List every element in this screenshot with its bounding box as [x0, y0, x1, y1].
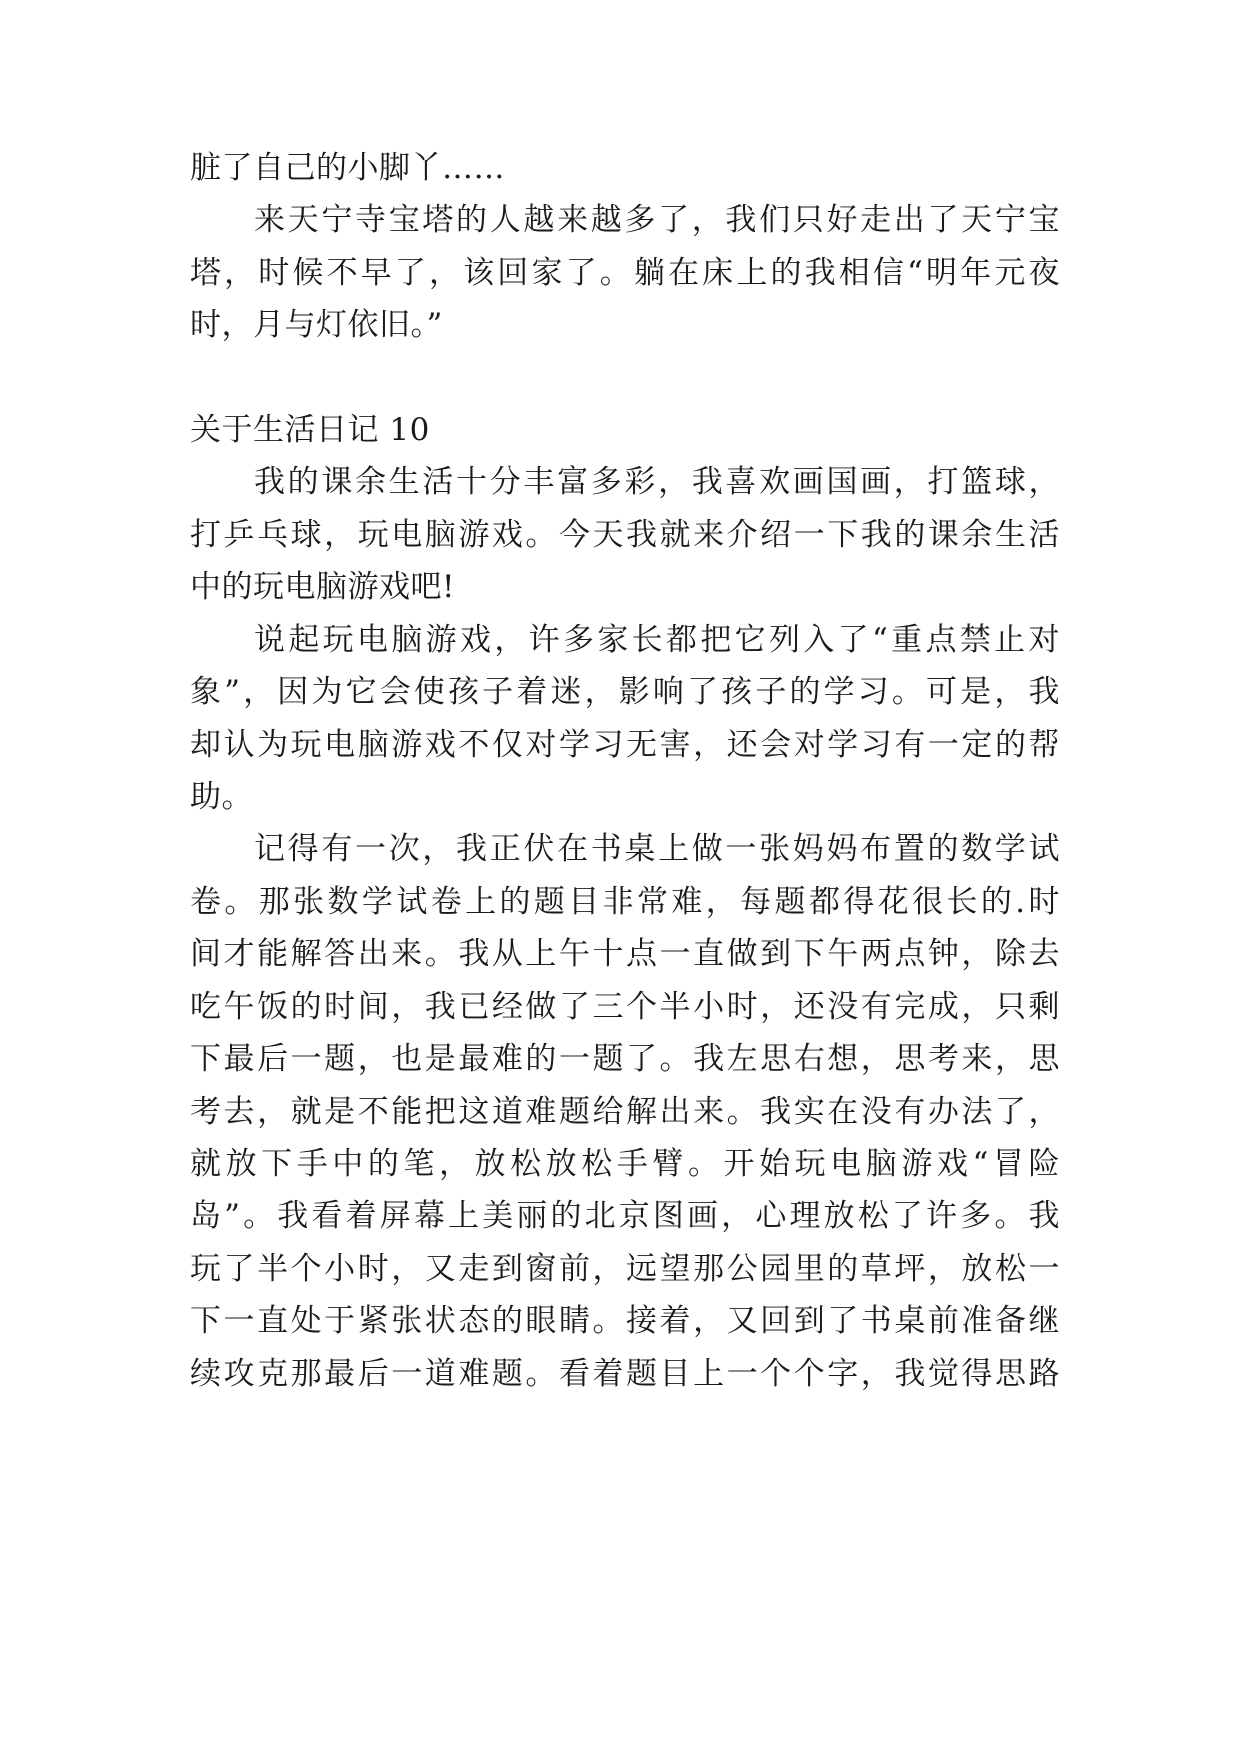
text-line: 却认为玩电脑游戏不仅对学习无害，还会对学习有一定的帮 [190, 727, 1060, 763]
text-line: 就放下手中的笔，放松放松手臂。开始玩电脑游戏“冒险 [190, 1146, 1060, 1182]
text-line: 考去，就是不能把这道难题给解出来。我实在没有办法了， [190, 1094, 1060, 1130]
text-line: 卷。那张数学试卷上的题目非常难，每题都得花很长的.时 [190, 884, 1060, 920]
paragraph-start-line: 来天宁寺宝塔的人越来越多了，我们只好走出了天宁宝 [254, 202, 1060, 238]
paragraph-start-line: 说起玩电脑游戏，许多家长都把它列入了“重点禁止对 [254, 622, 1060, 658]
text-line: 象”，因为它会使孩子着迷，影响了孩子的学习。可是，我 [190, 674, 1060, 710]
text-line: 岛”。我看着屏幕上美丽的北京图画，心理放松了许多。我 [190, 1198, 1060, 1234]
text-line: 时，月与灯依旧。” [190, 307, 443, 343]
text-line: 下最后一题，也是最难的一题了。我左思右想，思考来，思 [190, 1041, 1060, 1077]
paragraph-start-line: 记得有一次，我正伏在书桌上做一张妈妈布置的数学试 [254, 831, 1060, 867]
paragraph-start-line: 我的课余生活十分丰富多彩，我喜欢画国画，打篮球， [254, 464, 1060, 500]
text-line: 脏了自己的小脚丫…… [190, 150, 505, 186]
text-line: 助。 [190, 779, 253, 815]
text-line: 中的玩电脑游戏吧! [190, 569, 455, 605]
text-line: 玩了半个小时，又走到窗前，远望那公园里的草坪，放松一 [190, 1251, 1060, 1287]
text-line: 塔，时候不早了，该回家了。躺在床上的我相信“明年元夜 [190, 255, 1060, 291]
text-line: 续攻克那最后一道难题。看着题目上一个个字，我觉得思路 [190, 1356, 1060, 1392]
text-line: 间才能解答出来。我从上午十点一直做到下午两点钟，除去 [190, 936, 1060, 972]
text-line: 打乒乓球，玩电脑游戏。今天我就来介绍一下我的课余生活 [190, 517, 1060, 553]
text-line: 吃午饭的时间，我已经做了三个半小时，还没有完成，只剩 [190, 989, 1060, 1025]
text-line: 下一直处于紧张状态的眼睛。接着，又回到了书桌前准备继 [190, 1303, 1060, 1339]
section-heading: 关于生活日记 10 [190, 412, 430, 448]
